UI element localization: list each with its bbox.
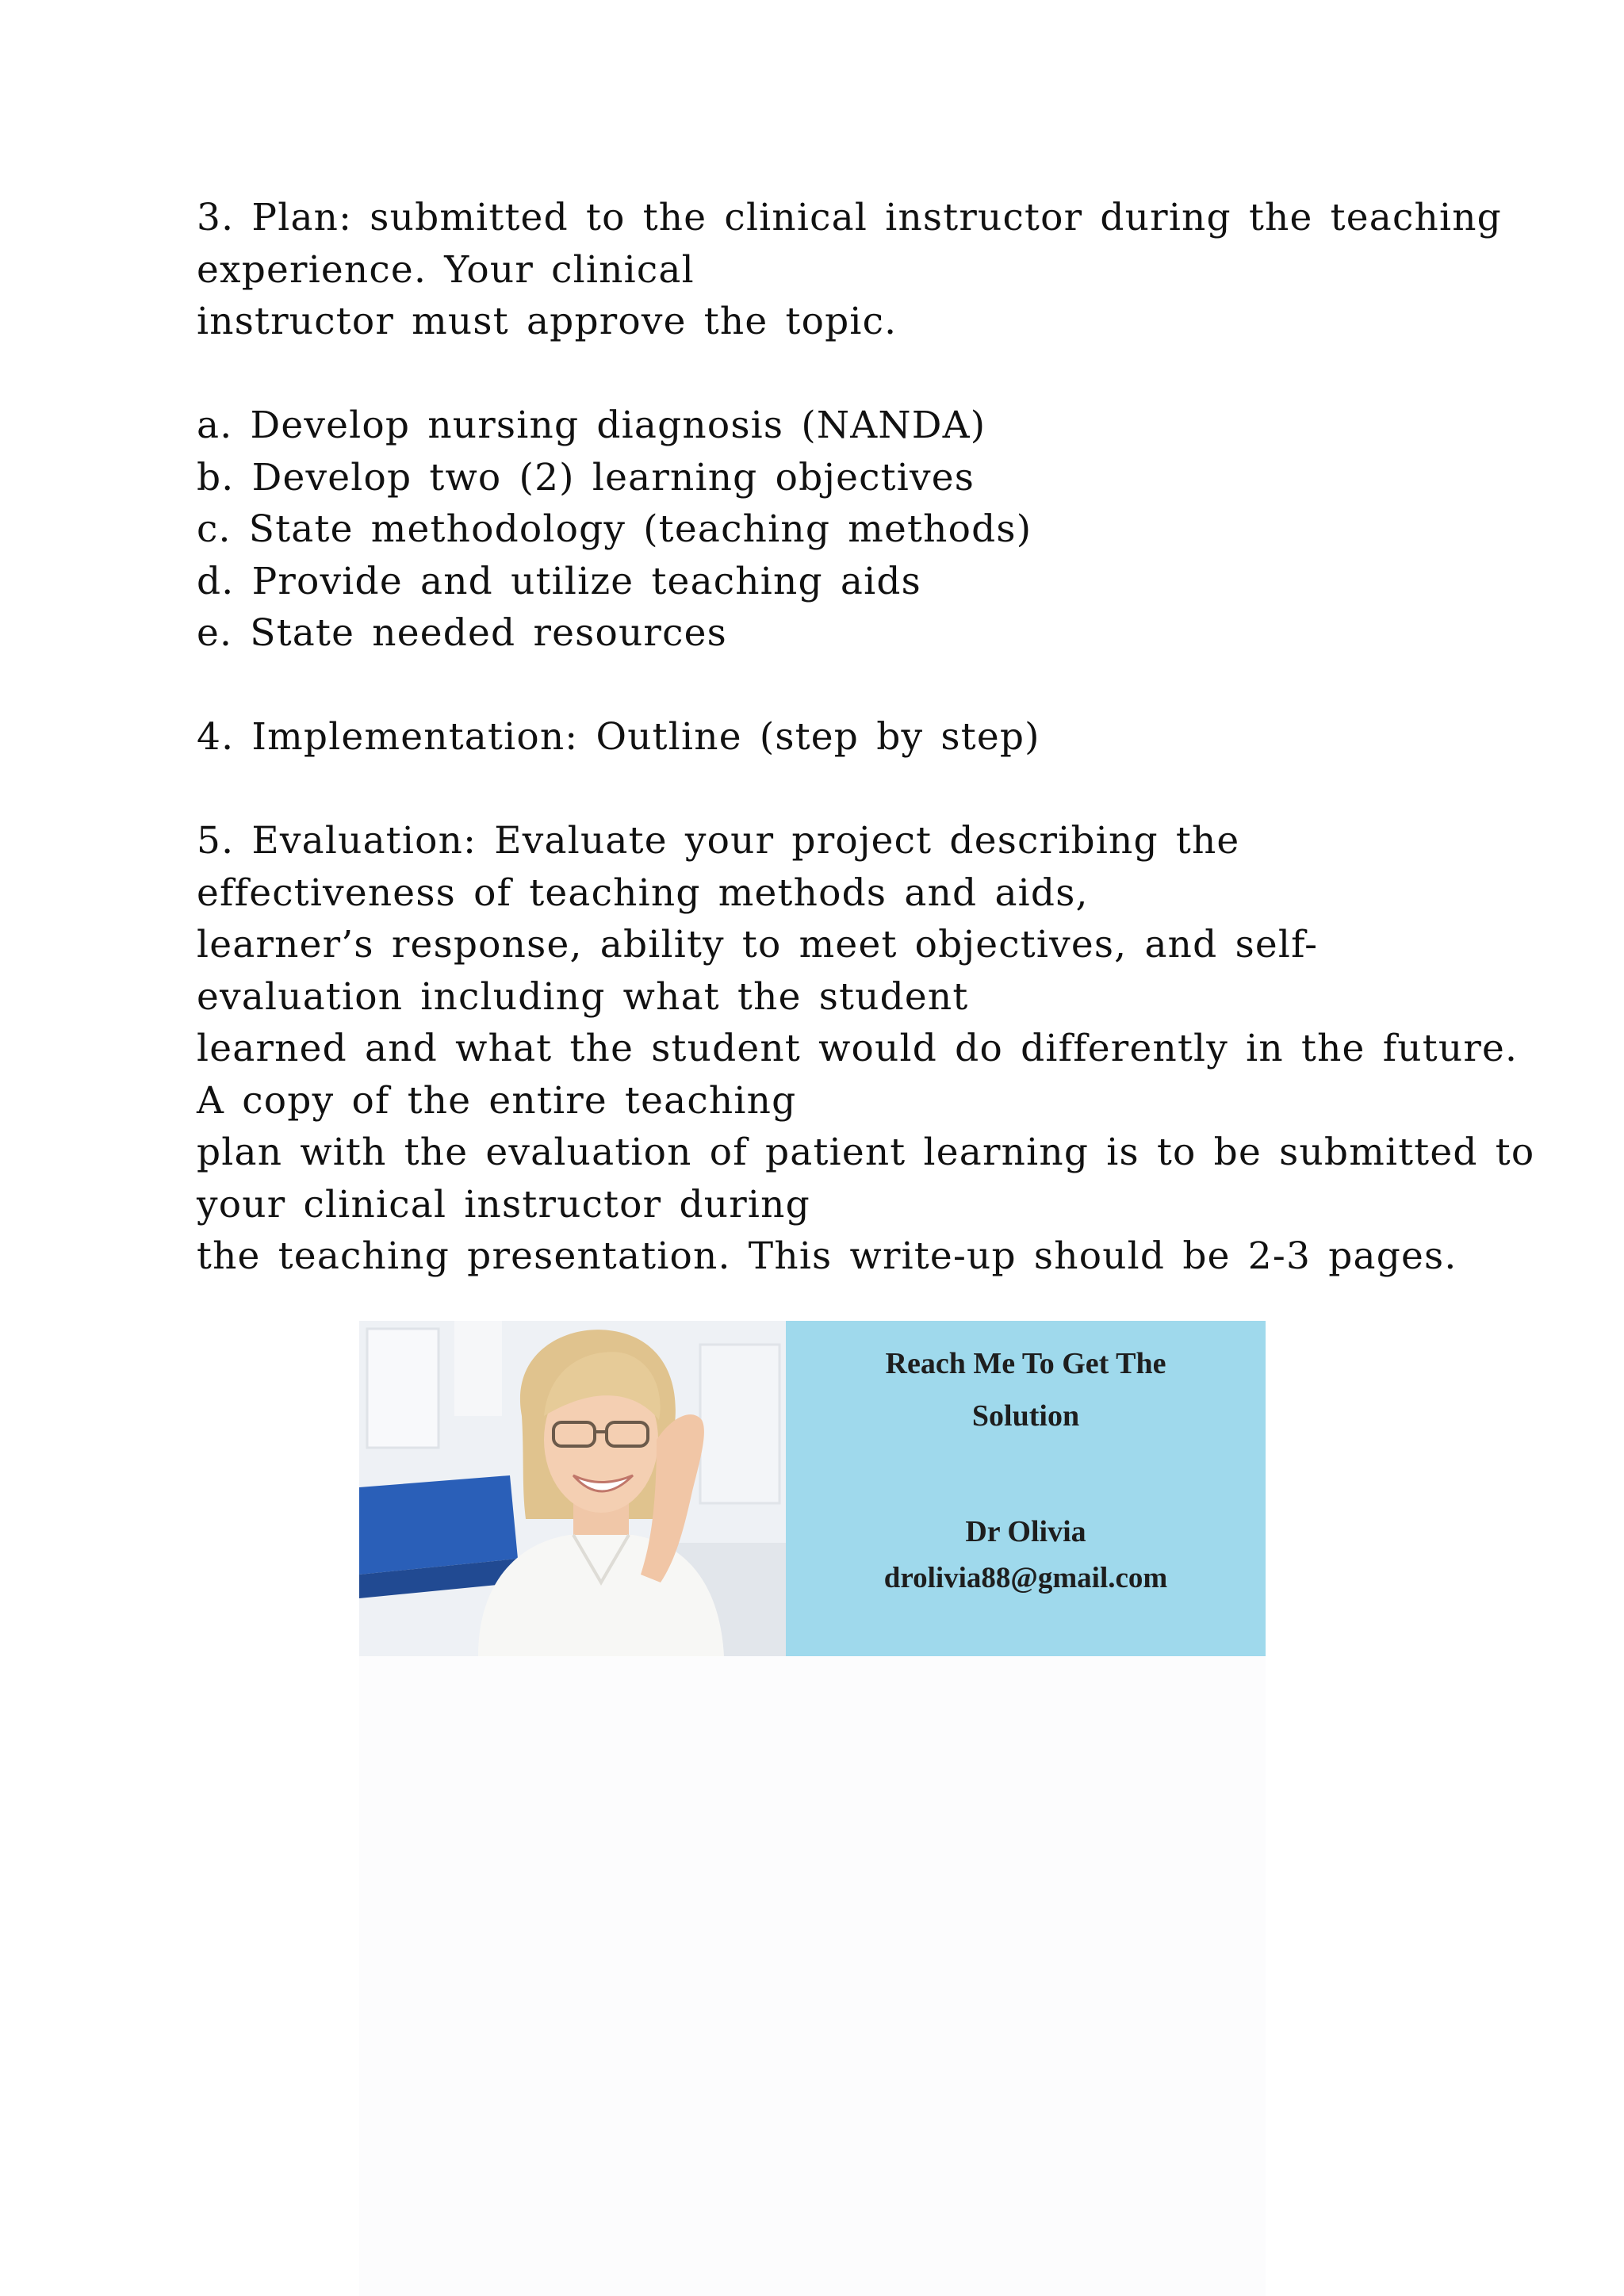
contact-email: drolivia88@gmail.com [883,1562,1168,1594]
promo-heading: Reach Me To Get The [885,1347,1166,1380]
contact-name: Dr Olivia [965,1515,1086,1548]
text-line: plan with the evaluation of patient learning is to be submitted to [197,1131,1535,1174]
text-line: instructor must approve the topic. [197,300,898,343]
blank-image-area [359,1656,1266,2296]
paragraph-gap [197,660,1450,712]
text-line: the teaching presentation. This write-up should be 2-3 pages. [197,1234,1457,1278]
smiling-woman-photo-icon [359,1321,786,1656]
list-item: b. Develop two (2) learning objectives [197,455,975,499]
text-line: learner’s response, ability to meet objectives, and self- [197,923,1319,966]
list-item: e. State needed resources [197,611,727,655]
text-line: learned and what the student would do differently in the future. [197,1027,1519,1070]
promo-heading-2: Solution [971,1399,1080,1433]
text-line: 4. Implementation: Outline (step by step) [197,715,1040,759]
text-line: evaluation including what the student [197,974,969,1019]
document-body [197,192,1535,1283]
contact-panel [786,1321,1266,1656]
text-line: effectiveness of teaching methods and aids, [197,871,1089,915]
text-line: your clinical instructor during [197,1182,810,1226]
text-line: 3. Plan: submitted to the clinical instructor during the teaching [197,196,1502,239]
promo-banner [359,1321,1266,1656]
list-item: a. Develop nursing diagnosis (NANDA) [197,404,986,447]
paragraph-gap [197,348,1450,400]
text-line: experience. Your clinical [197,247,695,292]
text-line: 5. Evaluation: Evaluate your project describing the [197,819,1240,863]
text-line: A copy of the entire teaching [197,1078,797,1123]
paragraph-gap [197,763,1450,816]
list-item: c. State methodology (teaching methods) [197,507,1032,551]
list-item: d. Provide and utilize teaching aids [197,559,921,603]
